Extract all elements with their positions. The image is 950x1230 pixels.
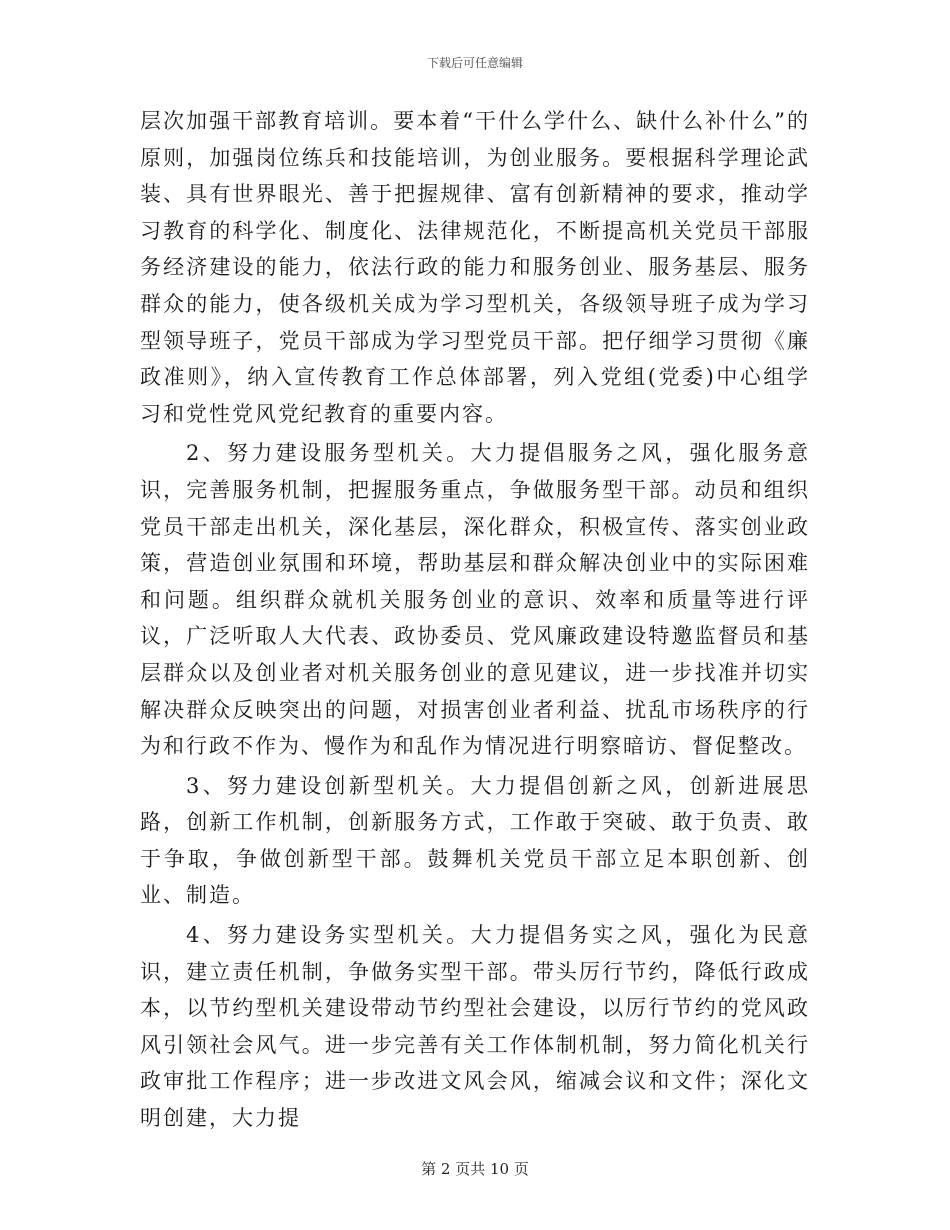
document-body <box>140 103 810 1137</box>
paragraph-item-3: 3、努力建设创新型机关。大力提倡创新之风，创新进展思路，创新工作机制，创新服务方式，工作敢于突破、敢于负责、敢于争取，争做创新型干部。鼓舞机关党员干部立足本职创新、创业、制造。 <box>140 773 810 908</box>
page-number: 第 2 页共 10 页 <box>421 1160 529 1178</box>
page-header: 下载后可任意编辑 <box>426 56 523 70</box>
paragraph-item-4: 4、努力建设务实型机关。大力提倡务实之风，强化为民意识，建立责任机制，争做务实型干部。带头厉行节约，降低行政成本，以节约型机关建设带动节约型社会建设，以厉行节约的党风政风引领社会风气。进一步完善有关工作体制机制，努力简化机关行政审批工作程序；进一步改进文风会风，缩减会议和文件；深化文明创建，大力提 <box>140 923 810 1131</box>
paragraph-continuation: 层次加强干部教育培训。要本着“干什么学什么、缺什么补什么”的原则，加强岗位练兵和技能培训，为创业服务。要根据科学理论武装、具有世界眼光、善于把握规律、富有创新精神的要求，推动学习教育的科学化、制度化、法律规范化，不断提高机关党员干部服务经济建设的能力，依法行政的能力和服务创业、服务基层、服务群众的能力，使各级机关成为学习型机关，各级领导班子成为学习型领导班子，党员干部成为学习型党员干部。把仔细学习贯彻《廉政准则》，纳入宣传教育工作总体部署，列入党组(党委)中心组学习和党性党风党纪教育的重要内容。 <box>140 109 810 426</box>
paragraph-item-2: 2、努力建设服务型机关。大力提倡服务之风，强化服务意识，完善服务机制，把握服务重点，争做服务型干部。动员和组织党员干部走出机关，深化基层，深化群众，积极宣传、落实创业政策，营造创业氛围和环境，帮助基层和群众解决创业中的实际困难和问题。组织群众就机关服务创业的意识、效率和质量等进行评议，广泛听取人大代表、政协委员、党风廉政建设特邀监督员和基层群众以及创业者对机关服务创业的意见建议，进一步找准并切实解决群众反映突出的问题，对损害创业者利益、扰乱市场秩序的行为和行政不作为、慢作为和乱作为情况进行明察暗访、督促整改。 <box>140 441 810 759</box>
